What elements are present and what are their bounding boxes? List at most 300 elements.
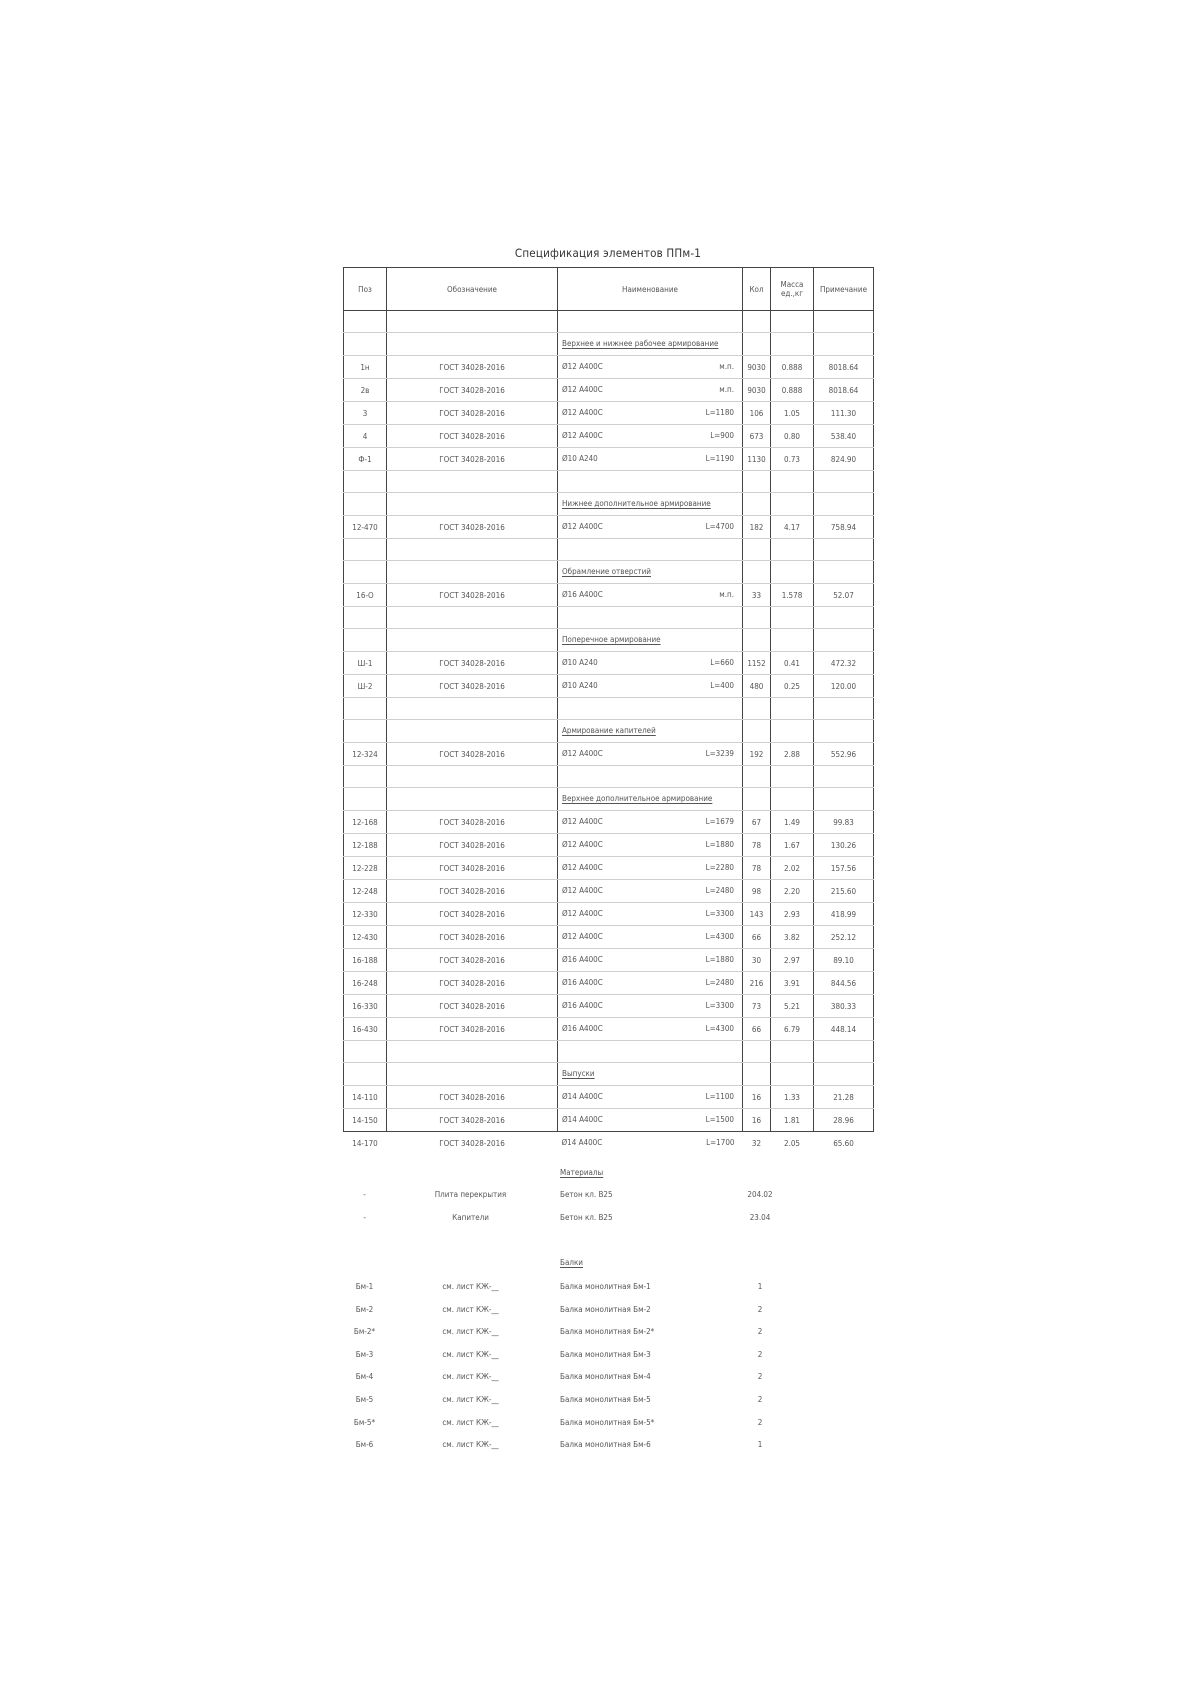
cell-pos: 12-330 bbox=[344, 903, 387, 926]
cell-note: 380.33 bbox=[814, 995, 874, 1018]
cell-pos bbox=[344, 766, 387, 788]
table-row bbox=[344, 652, 874, 675]
cell-designation: ГОСТ 34028-2016 bbox=[439, 1138, 505, 1148]
cell-pos: 2в bbox=[344, 379, 387, 402]
cell-name bbox=[558, 675, 743, 698]
beam-name: Балка монолитная Бм-5* bbox=[560, 1417, 655, 1427]
group-title: Нижнее дополнительное армирование bbox=[562, 499, 711, 508]
cell-note: 215.60 bbox=[814, 880, 874, 903]
cell-name bbox=[558, 425, 743, 448]
item-name-wrap bbox=[562, 949, 738, 971]
cell-mass: 0.41 bbox=[771, 652, 814, 675]
cell-note bbox=[814, 788, 874, 811]
item-name: Ø10 А240 bbox=[562, 681, 598, 690]
item-name: Ø14 А400С bbox=[561, 1138, 603, 1147]
blank-row bbox=[344, 1041, 874, 1063]
cell-mass: 2.88 bbox=[771, 743, 814, 766]
item-name-wrap bbox=[562, 356, 738, 378]
cell-designation bbox=[387, 311, 558, 333]
cell-pos bbox=[344, 561, 387, 584]
cell-designation: ГОСТ 34028-2016 bbox=[387, 652, 558, 675]
cell-mass bbox=[771, 720, 814, 743]
beam-designation: см. лист КЖ-__ bbox=[442, 1349, 499, 1359]
cell-pos: 3 bbox=[344, 402, 387, 425]
cell-note: 99.83 bbox=[814, 811, 874, 834]
beam-designation: см. лист КЖ-__ bbox=[442, 1372, 499, 1382]
cell-mass: 0.80 bbox=[771, 425, 814, 448]
cell-note: 21.28 bbox=[814, 1086, 874, 1109]
beam-name: Балка монолитная Бм-3 bbox=[560, 1349, 651, 1359]
table-row bbox=[344, 743, 874, 766]
item-length: L=1700 bbox=[706, 1138, 735, 1147]
cell-qty: 1130 bbox=[743, 448, 771, 471]
item-name-wrap bbox=[562, 857, 738, 879]
cell-name bbox=[558, 1086, 743, 1109]
table-row bbox=[344, 811, 874, 834]
beam-pos: Бм-5 bbox=[355, 1395, 374, 1404]
cell-designation: ГОСТ 34028-2016 bbox=[387, 834, 558, 857]
cell-qty: 673 bbox=[743, 425, 771, 448]
cell-pos: 14-150 bbox=[344, 1109, 387, 1132]
cell-qty: 32 bbox=[751, 1138, 762, 1148]
material-pos: - bbox=[363, 1213, 366, 1222]
item-name: Ø16 А400С bbox=[562, 1024, 603, 1033]
cell-name bbox=[558, 1109, 743, 1132]
cell-name bbox=[558, 1018, 743, 1041]
cell-qty: 16 bbox=[743, 1086, 771, 1109]
cell-name bbox=[558, 857, 743, 880]
item-length: L=3300 bbox=[705, 909, 734, 918]
item-name: Ø12 А400С bbox=[562, 932, 603, 941]
beam-designation: см. лист КЖ-__ bbox=[442, 1327, 499, 1337]
item-name-wrap bbox=[562, 1132, 739, 1154]
beam-name: Балка монолитная Бм-2 bbox=[560, 1304, 651, 1314]
cell-note: 844.56 bbox=[814, 972, 874, 995]
cell-name bbox=[558, 698, 743, 720]
cell-qty: 67 bbox=[743, 811, 771, 834]
cell-mass: 2.20 bbox=[771, 880, 814, 903]
table-row bbox=[344, 356, 874, 379]
cell-mass: 2.05 bbox=[783, 1138, 801, 1148]
cell-mass: 0.25 bbox=[771, 675, 814, 698]
beam-name: Балка монолитная Бм-5 bbox=[560, 1395, 651, 1404]
cell-qty: 480 bbox=[743, 675, 771, 698]
beam-designation: см. лист КЖ-__ bbox=[442, 1304, 499, 1314]
group-header-row bbox=[344, 720, 874, 743]
item-name: Ø12 А400С bbox=[562, 749, 603, 758]
beam-pos: Бм-4 bbox=[355, 1372, 374, 1382]
cell-note bbox=[814, 539, 874, 561]
table-row bbox=[344, 379, 874, 402]
spec-table-header bbox=[344, 268, 874, 311]
cell-pos bbox=[344, 493, 387, 516]
cell-note bbox=[814, 607, 874, 629]
material-designation: Капители bbox=[452, 1213, 489, 1222]
item-length: м.п. bbox=[719, 385, 734, 394]
table-row bbox=[344, 1086, 874, 1109]
cell-mass: 3.82 bbox=[771, 926, 814, 949]
cell-note: 89.10 bbox=[814, 949, 874, 972]
cell-designation: ГОСТ 34028-2016 bbox=[387, 903, 558, 926]
cell-name bbox=[558, 493, 743, 516]
cell-designation bbox=[387, 1041, 558, 1063]
blank-row bbox=[344, 539, 874, 561]
beam-designation: см. лист КЖ-__ bbox=[442, 1417, 499, 1427]
cell-qty: 66 bbox=[743, 926, 771, 949]
cell-note: 824.90 bbox=[814, 448, 874, 471]
cell-pos: 12-168 bbox=[344, 811, 387, 834]
cell-note bbox=[814, 333, 874, 356]
table-row bbox=[344, 584, 874, 607]
cell-name bbox=[558, 652, 743, 675]
cell-designation: ГОСТ 34028-2016 bbox=[387, 402, 558, 425]
cell-name bbox=[558, 972, 743, 995]
cell-name bbox=[558, 766, 743, 788]
cell-mass: 5.21 bbox=[771, 995, 814, 1018]
item-name: Ø12 А400С bbox=[562, 840, 603, 849]
cell-note bbox=[814, 766, 874, 788]
item-name: Ø16 А400С bbox=[562, 1001, 603, 1010]
cell-designation: ГОСТ 34028-2016 bbox=[387, 949, 558, 972]
group-title: Поперечное армирование bbox=[562, 635, 661, 644]
cell-pos bbox=[344, 629, 387, 652]
cell-name bbox=[558, 834, 743, 857]
table-row bbox=[344, 1109, 874, 1132]
blank-row bbox=[344, 471, 874, 493]
col-header-mass-label: Масса ед.,кг bbox=[780, 280, 804, 298]
cell-pos: 12-430 bbox=[344, 926, 387, 949]
cell-qty: 9030 bbox=[743, 379, 771, 402]
beam-name: Балка монолитная Бм-4 bbox=[560, 1372, 651, 1382]
cell-pos bbox=[344, 333, 387, 356]
item-length: L=4300 bbox=[705, 1024, 734, 1033]
cell-note bbox=[814, 561, 874, 584]
cell-note: 448.14 bbox=[814, 1018, 874, 1041]
cell-mass bbox=[771, 1041, 814, 1063]
cell-note: 28.96 bbox=[814, 1109, 874, 1132]
item-name-wrap bbox=[562, 903, 738, 925]
item-name: Ø12 А400С bbox=[562, 863, 603, 872]
cell-qty bbox=[743, 720, 771, 743]
material-name: Бетон кл. В25 bbox=[560, 1213, 613, 1222]
beam-designation: см. лист КЖ-__ bbox=[442, 1440, 499, 1450]
cell-designation: ГОСТ 34028-2016 bbox=[387, 926, 558, 949]
cell-designation: ГОСТ 34028-2016 bbox=[387, 379, 558, 402]
item-length: L=2480 bbox=[705, 886, 734, 895]
cell-mass bbox=[771, 607, 814, 629]
cell-note bbox=[814, 629, 874, 652]
cell-note: 52.07 bbox=[814, 584, 874, 607]
cell-pos bbox=[344, 1063, 387, 1086]
beam-name: Балка монолитная Бм-1 bbox=[560, 1282, 651, 1291]
table-row bbox=[344, 926, 874, 949]
blank-row bbox=[344, 698, 874, 720]
table-row bbox=[344, 834, 874, 857]
item-name-wrap bbox=[562, 926, 738, 948]
item-length: L=1500 bbox=[705, 1115, 734, 1124]
cell-qty bbox=[743, 1063, 771, 1086]
item-name-wrap bbox=[562, 425, 738, 447]
beam-qty: 2 bbox=[757, 1372, 763, 1382]
cell-designation: ГОСТ 34028-2016 bbox=[387, 811, 558, 834]
item-name: Ø16 А400С bbox=[562, 590, 603, 599]
group-header-row bbox=[344, 493, 874, 516]
col-header-pos: Поз bbox=[344, 268, 387, 311]
cell-qty: 66 bbox=[743, 1018, 771, 1041]
cell-mass: 0.888 bbox=[771, 356, 814, 379]
cell-name bbox=[558, 471, 743, 493]
cell-mass: 2.02 bbox=[771, 857, 814, 880]
cell-designation: ГОСТ 34028-2016 bbox=[387, 880, 558, 903]
cell-name bbox=[558, 561, 743, 584]
item-name-wrap bbox=[562, 880, 738, 902]
beams-heading: Балки bbox=[560, 1258, 583, 1267]
item-name-wrap bbox=[562, 834, 738, 856]
item-length: L=1180 bbox=[705, 408, 734, 417]
table-row bbox=[344, 903, 874, 926]
table-row bbox=[344, 1132, 874, 1155]
col-header-designation: Обозначение bbox=[387, 268, 558, 311]
cell-pos bbox=[344, 698, 387, 720]
item-name-wrap bbox=[562, 743, 738, 765]
cell-note: 111.30 bbox=[814, 402, 874, 425]
cell-pos bbox=[344, 471, 387, 493]
item-length: L=4300 bbox=[705, 932, 734, 941]
cell-qty: 192 bbox=[743, 743, 771, 766]
cell-note: 538.40 bbox=[814, 425, 874, 448]
table-row bbox=[344, 949, 874, 972]
item-name-wrap bbox=[562, 972, 738, 994]
cell-note: 130.26 bbox=[814, 834, 874, 857]
cell-mass: 4.17 bbox=[771, 516, 814, 539]
cell-note: 120.00 bbox=[814, 675, 874, 698]
cell-pos: Ш-1 bbox=[344, 652, 387, 675]
item-length: L=3239 bbox=[705, 749, 734, 758]
table-row bbox=[344, 516, 874, 539]
item-name-wrap bbox=[562, 584, 738, 606]
cell-qty bbox=[743, 766, 771, 788]
cell-mass: 2.93 bbox=[771, 903, 814, 926]
item-length: L=1679 bbox=[705, 817, 734, 826]
beam-pos: Бм-6 bbox=[355, 1440, 374, 1450]
cell-pos: 4 bbox=[344, 425, 387, 448]
cell-qty: 78 bbox=[743, 834, 771, 857]
cell-pos: Ш-2 bbox=[344, 675, 387, 698]
cell-qty: 216 bbox=[743, 972, 771, 995]
cell-name bbox=[558, 811, 743, 834]
cell-name bbox=[558, 880, 743, 903]
cell-note bbox=[814, 720, 874, 743]
cell-qty: 143 bbox=[743, 903, 771, 926]
material-pos: - bbox=[363, 1190, 366, 1199]
item-name-wrap bbox=[562, 1109, 738, 1131]
item-name-wrap bbox=[562, 1018, 738, 1040]
item-length: L=660 bbox=[710, 658, 734, 667]
cell-mass: 3.91 bbox=[771, 972, 814, 995]
cell-designation: ГОСТ 34028-2016 bbox=[387, 1086, 558, 1109]
item-length: L=1100 bbox=[705, 1092, 734, 1101]
cell-pos: 14-170 bbox=[352, 1138, 378, 1148]
cell-designation: ГОСТ 34028-2016 bbox=[387, 995, 558, 1018]
cell-name bbox=[558, 333, 743, 356]
item-name: Ø12 А400С bbox=[562, 362, 603, 371]
cell-name bbox=[558, 949, 743, 972]
item-length: L=1880 bbox=[705, 955, 734, 964]
cell-qty: 30 bbox=[743, 949, 771, 972]
cell-designation bbox=[387, 607, 558, 629]
group-title: Верхнее дополнительное армирование bbox=[562, 794, 713, 803]
cell-qty: 106 bbox=[743, 402, 771, 425]
table-row bbox=[344, 448, 874, 471]
cell-designation bbox=[387, 333, 558, 356]
group-title: Выпуски bbox=[562, 1069, 595, 1078]
beam-qty: 2 bbox=[757, 1417, 763, 1427]
cell-name bbox=[558, 539, 743, 561]
cell-mass bbox=[771, 539, 814, 561]
cell-note: 418.99 bbox=[814, 903, 874, 926]
cell-qty bbox=[743, 471, 771, 493]
cell-pos: 12-248 bbox=[344, 880, 387, 903]
cell-name bbox=[558, 607, 743, 629]
cell-qty bbox=[743, 1041, 771, 1063]
cell-mass: 6.79 bbox=[771, 1018, 814, 1041]
cell-mass: 1.578 bbox=[771, 584, 814, 607]
item-name: Ø12 А400С bbox=[562, 431, 603, 440]
item-name: Ø14 А400С bbox=[562, 1115, 603, 1124]
cell-qty: 73 bbox=[743, 995, 771, 1018]
cell-mass bbox=[771, 561, 814, 584]
col-header-mass bbox=[771, 268, 814, 311]
table-row bbox=[344, 402, 874, 425]
col-header-qty: Кол bbox=[743, 268, 771, 311]
group-header-row bbox=[344, 788, 874, 811]
cell-designation: ГОСТ 34028-2016 bbox=[387, 857, 558, 880]
item-name-wrap bbox=[562, 675, 738, 697]
cell-pos: 12-228 bbox=[344, 857, 387, 880]
beam-pos: Бм-1 bbox=[355, 1282, 374, 1291]
cell-pos bbox=[344, 539, 387, 561]
cell-name bbox=[558, 402, 743, 425]
cell-qty bbox=[743, 698, 771, 720]
cell-pos bbox=[344, 1041, 387, 1063]
item-name-wrap bbox=[562, 811, 738, 833]
cell-note: 472.32 bbox=[814, 652, 874, 675]
cell-pos: 16-188 bbox=[344, 949, 387, 972]
cell-note: 8018.64 bbox=[814, 379, 874, 402]
cell-designation bbox=[387, 766, 558, 788]
beam-qty: 1 bbox=[757, 1440, 763, 1450]
item-name-wrap bbox=[562, 516, 738, 538]
cell-designation bbox=[387, 493, 558, 516]
cell-designation: ГОСТ 34028-2016 bbox=[387, 1018, 558, 1041]
item-name: Ø12 А400С bbox=[562, 886, 603, 895]
cell-note: 758.94 bbox=[814, 516, 874, 539]
item-name: Ø12 А400С bbox=[562, 408, 603, 417]
cell-note bbox=[814, 493, 874, 516]
group-header-row bbox=[344, 333, 874, 356]
spec-title: Спецификация элементов ППм-1 bbox=[514, 246, 702, 260]
cell-qty bbox=[743, 493, 771, 516]
col-header-note: Примечание bbox=[814, 268, 874, 311]
cell-pos: 16-430 bbox=[344, 1018, 387, 1041]
cell-name bbox=[558, 743, 743, 766]
item-name-wrap bbox=[562, 995, 738, 1017]
cell-name bbox=[558, 903, 743, 926]
cell-name bbox=[558, 448, 743, 471]
item-name-wrap bbox=[562, 448, 738, 470]
beam-pos: Бм-3 bbox=[355, 1349, 374, 1359]
item-length: L=4700 bbox=[705, 522, 734, 531]
cell-pos: 16-330 bbox=[344, 995, 387, 1018]
cell-mass bbox=[771, 788, 814, 811]
beam-designation: см. лист КЖ-__ bbox=[442, 1395, 499, 1404]
cell-note bbox=[814, 471, 874, 493]
beam-pos: Бм-2* bbox=[353, 1327, 376, 1337]
item-name: Ø10 А240 bbox=[562, 658, 598, 667]
item-length: L=1190 bbox=[705, 454, 734, 463]
spec-table bbox=[343, 267, 874, 1154]
item-name-wrap bbox=[562, 379, 738, 401]
cell-qty: 16 bbox=[743, 1109, 771, 1132]
beam-qty: 2 bbox=[757, 1327, 763, 1337]
cell-mass bbox=[771, 698, 814, 720]
cell-pos: 14-110 bbox=[344, 1086, 387, 1109]
cell-note: 8018.64 bbox=[814, 356, 874, 379]
cell-mass bbox=[771, 629, 814, 652]
item-length: м.п. bbox=[719, 590, 734, 599]
cell-note bbox=[814, 1063, 874, 1086]
beam-name: Балка монолитная Бм-2* bbox=[560, 1327, 655, 1337]
item-length: L=1880 bbox=[705, 840, 734, 849]
cell-designation: ГОСТ 34028-2016 bbox=[387, 356, 558, 379]
cell-mass bbox=[771, 493, 814, 516]
item-name: Ø12 А400С bbox=[562, 385, 603, 394]
cell-mass: 1.67 bbox=[771, 834, 814, 857]
cell-qty: 9030 bbox=[743, 356, 771, 379]
item-length: L=900 bbox=[710, 431, 734, 440]
blank-row bbox=[344, 766, 874, 788]
cell-pos: Ф-1 bbox=[344, 448, 387, 471]
cell-qty bbox=[743, 561, 771, 584]
cell-mass bbox=[771, 766, 814, 788]
item-name: Ø12 А400С bbox=[562, 817, 603, 826]
cell-qty bbox=[743, 539, 771, 561]
item-name-wrap bbox=[562, 652, 738, 674]
cell-note bbox=[814, 311, 874, 333]
group-title: Армирование капителей bbox=[562, 726, 656, 735]
cell-designation: ГОСТ 34028-2016 bbox=[387, 584, 558, 607]
item-length: L=2480 bbox=[705, 978, 734, 987]
group-title: Обрамление отверстий bbox=[562, 567, 651, 576]
cell-mass bbox=[771, 333, 814, 356]
cell-qty bbox=[743, 311, 771, 333]
item-name: Ø12 А400С bbox=[562, 522, 603, 531]
cell-name bbox=[558, 379, 743, 402]
cell-name bbox=[558, 995, 743, 1018]
cell-designation bbox=[387, 629, 558, 652]
cell-designation: ГОСТ 34028-2016 bbox=[387, 448, 558, 471]
table-row bbox=[344, 880, 874, 903]
beam-designation: см. лист КЖ-__ bbox=[442, 1282, 499, 1291]
cell-note: 65.60 bbox=[833, 1138, 854, 1148]
cell-name bbox=[558, 516, 743, 539]
table-row bbox=[344, 675, 874, 698]
table-row bbox=[344, 1018, 874, 1041]
beam-qty: 2 bbox=[757, 1349, 763, 1359]
cell-qty bbox=[743, 788, 771, 811]
cell-designation bbox=[387, 561, 558, 584]
cell-name bbox=[558, 629, 743, 652]
